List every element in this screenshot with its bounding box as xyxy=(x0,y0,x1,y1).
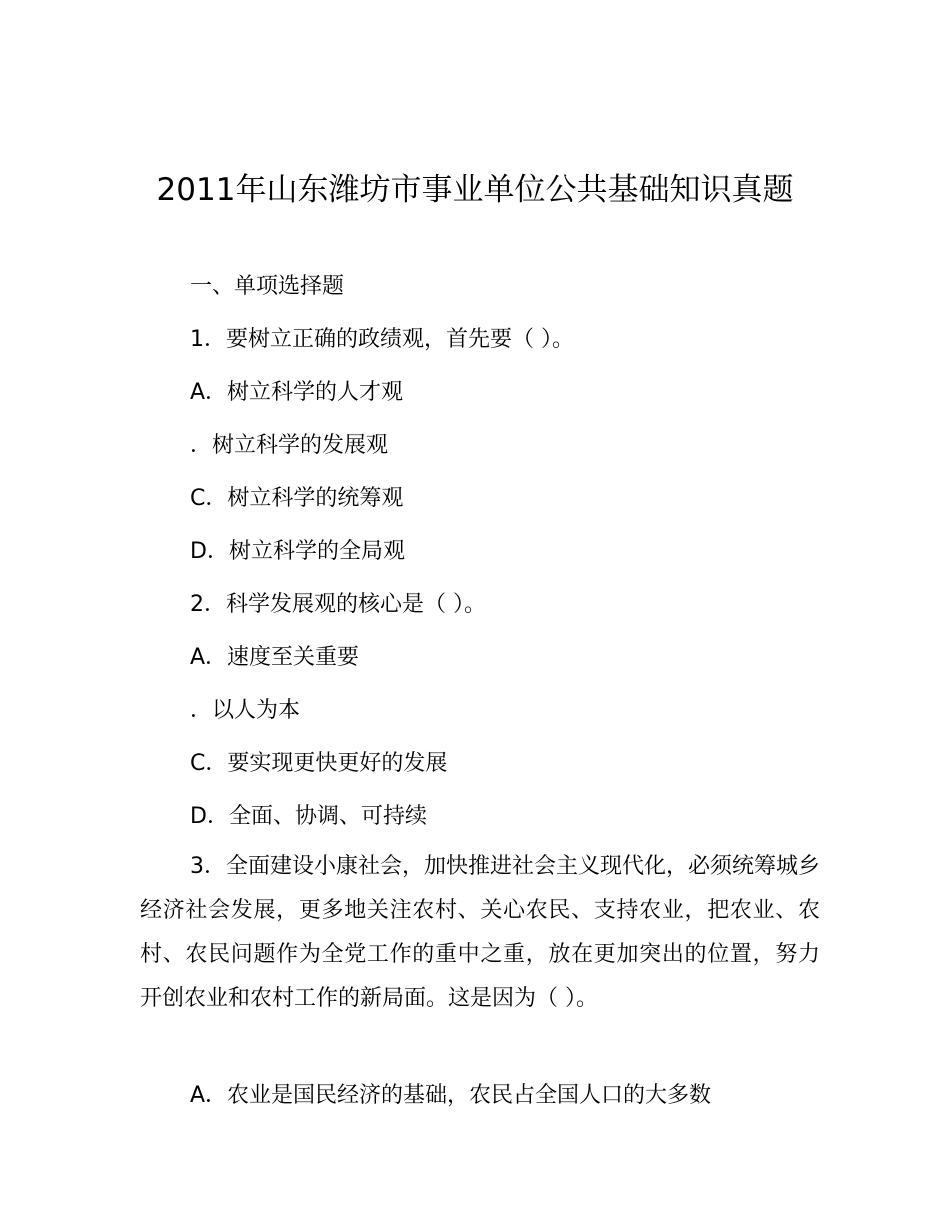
document-title: 2011年山东潍坊市事业单位公共基础知识真题 xyxy=(156,172,794,208)
question-1-option-a: A．树立科学的人才观 xyxy=(190,380,404,405)
question-3-option-a: A．农业是国民经济的基础，农民占全国人口的大多数 xyxy=(190,1083,712,1108)
question-3-stem: 3．全面建设小康社会，加快推进社会主义现代化，必须统筹城乡经济社会发展，更多地关注农村、关心农民、支持农业，把农业、农村、农民问题作为全党工作的重中之重，放在更加突出的位置，努力开创农业和农村工作的新局面。这是因为（ ）。 xyxy=(140,854,820,1011)
question-1-option-b: ．树立科学的发展观 xyxy=(190,433,389,458)
question-1-stem: 1．要树立正确的政绩观，首先要（ ）。 xyxy=(190,327,574,352)
question-2-stem: 2．科学发展观的核心是（ ）。 xyxy=(190,592,486,617)
question-1-option-c: C．树立科学的统筹观 xyxy=(190,486,404,511)
question-2-option-d: D．全面、协调、可持续 xyxy=(190,804,427,829)
question-1-option-d: D．树立科学的全局观 xyxy=(190,539,405,564)
question-2-option-c: C．要实现更快更好的发展 xyxy=(190,751,448,776)
question-2-option-a: A．速度至关重要 xyxy=(190,645,360,670)
question-2-option-b: ．以人为本 xyxy=(190,698,301,723)
section-heading: 一、单项选择题 xyxy=(190,274,345,299)
